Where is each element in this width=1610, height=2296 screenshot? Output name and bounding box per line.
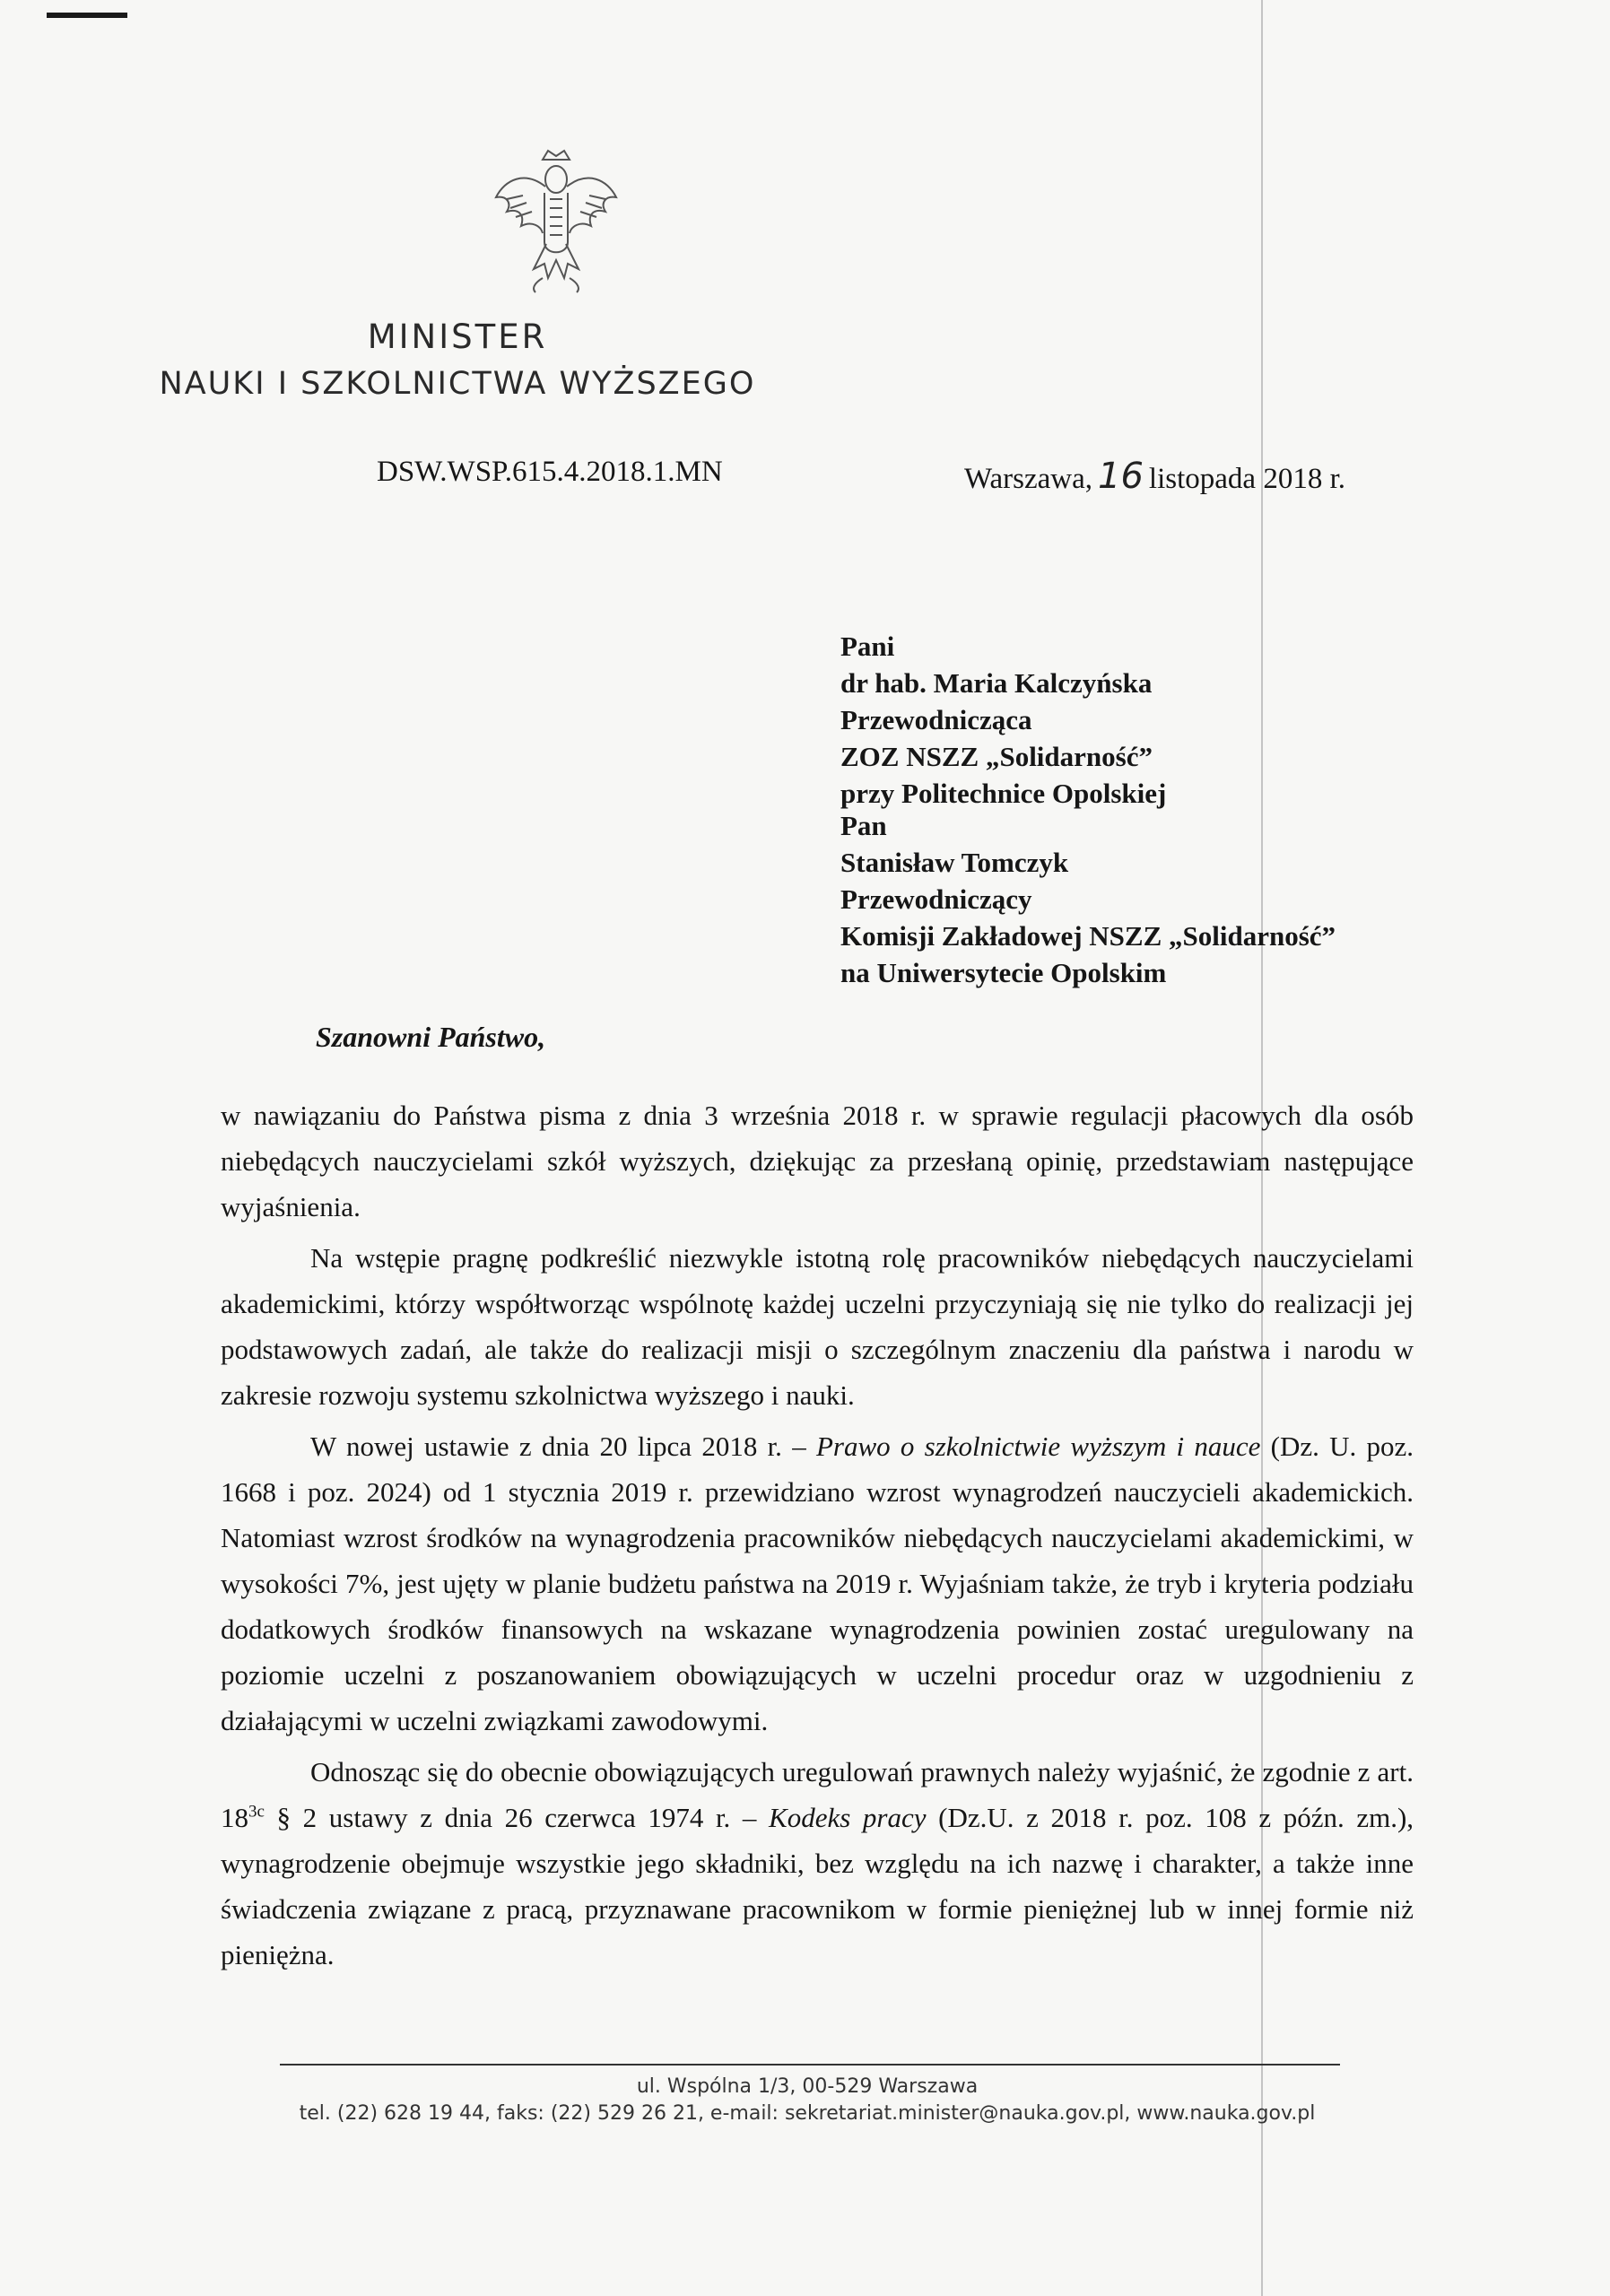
footer-contact: tel. (22) 628 19 44, faks: (22) 529 26 21, e-mail: sekretariat.minister@nauka.gov.pl, www.nauka.gov.pl <box>299 2102 1316 2125</box>
paragraph-4 <box>221 1749 1414 1978</box>
addressee-line: Pani <box>840 631 895 662</box>
paragraph-2: Na wstępie pragnę podkreślić niezwykle istotną rolę pracowników niebędących nauczycielami akademickimi, którzy współtworząc wspólnotę każdej uczelni przyczyniają się nie tylko do realizacji jej podstawowych zadań, ale także do realizacji misji o szczególnym znaczeniu dla państwa i narodu w zakresie rozwoju systemu szkolnictwa wyższego i nauki. <box>221 1242 1414 1411</box>
polish-eagle-emblem-icon <box>489 144 623 296</box>
footer-divider <box>280 2064 1340 2066</box>
addressee-line: na Uniwersytecie Opolskim <box>840 957 1167 988</box>
minister-header <box>159 314 951 407</box>
ministry-name: NAUKI I SZKOLNICTWA WYŻSZEGO <box>159 366 756 402</box>
paragraph-1: w nawiązaniu do Państwa pisma z dnia 3 września 2018 r. w sprawie regulacji płacowych dla osób niebędących nauczycielami szkół wyższych, dziękując za przesłaną opinię, przedstawiam następujące wyjaśnienia. <box>221 1100 1414 1222</box>
addressee-line: dr hab. Maria Kalczyńska <box>840 667 1153 699</box>
article-superscript: 3c <box>248 1802 265 1822</box>
salutation: Szanowni Państwo, <box>316 1021 546 1053</box>
addressee-line: ZOZ NSZZ „Solidarność” <box>840 741 1153 772</box>
date-suffix: listopada 2018 r. <box>1148 463 1345 495</box>
act-title: Prawo o szkolnictwie wyższym i nauce <box>815 1431 1261 1462</box>
addressee-line: Przewodniczący <box>840 883 1032 915</box>
paragraph-3 <box>221 1423 1414 1744</box>
paragraph-4-text: (Dz.U. z 2018 r. poz. 108 z późn. zm.), wynagrodzenie obejmuje wszystkie jego składniki, bez względu na ich nazwę i charakter, a także inne świadczenia związane z pracą, przyznawane pracownikom w formie pieniężnej lub w innej formie niż pieniężna. <box>221 1802 1414 1970</box>
letter-body <box>221 1092 1414 1983</box>
minister-title: MINISTER <box>367 317 548 356</box>
letter-date <box>964 456 1345 497</box>
paragraph-4-text: § 2 ustawy z dnia 26 czerwca 1974 r. – <box>264 1802 770 1833</box>
addressee-line: Stanisław Tomczyk <box>840 847 1069 878</box>
footer-address: ul. Wspólna 1/3, 00-529 Warszawa <box>636 2075 979 2098</box>
addressee-block-2 <box>840 807 1336 991</box>
addressee-line: Komisji Zakładowej NSZZ „Solidarność” <box>840 920 1336 952</box>
paragraph-3-text: W nowej ustawie z dnia 20 lipca 2018 r. – <box>310 1431 816 1462</box>
addressee-line: Pan <box>840 810 887 841</box>
date-prefix: Warszawa, <box>964 463 1093 495</box>
paragraph-3-text: (Dz. U. poz. 1668 i poz. 2024) od 1 stycznia 2019 r. przewidziano wzrost wynagrodzeń nauczycieli akademickich. Natomiast wzrost środków na wynagrodzenia pracowników niebędących nauczycielami akademickimi, w wysokości 7%, jest ujęty w planie budżetu państwa na 2019 r. Wyjaśniam także, że tryb i kryteria podziału dodatkowych środków finansowych na wskazane wynagrodzenia powinien zostać uregulowany na poziomie uczelni z poszanowaniem obowiązujących w uczelni procedur oraz w uzgodnieniu z działającymi w uczelni związkami zawodowymi. <box>221 1431 1414 1736</box>
paragraph-4-text: Odnosząc się do obecnie obowiązujących uregulowań prawnych należy wyjaśnić, że zgodnie z art. 18 <box>221 1756 1414 1833</box>
addressee-line: przy Politechnice Opolskiej <box>840 778 1167 809</box>
addressee-line: Przewodnicząca <box>840 704 1032 735</box>
reference-number: DSW.WSP.615.4.2018.1.MN <box>377 456 723 488</box>
date-day-handwritten: 16 <box>1098 456 1144 497</box>
footer <box>179 2074 1435 2127</box>
scan-mark <box>47 13 127 18</box>
code-title: Kodeks pracy <box>769 1802 927 1833</box>
addressee-block-1 <box>840 628 1166 812</box>
